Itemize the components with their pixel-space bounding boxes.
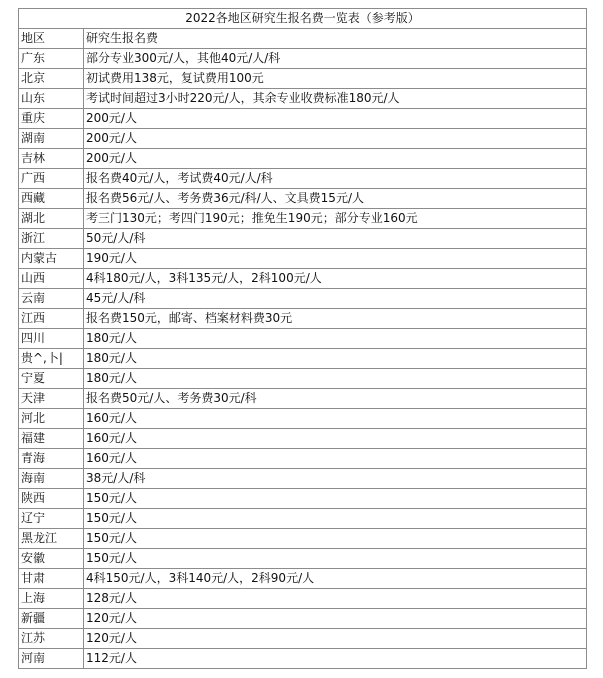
table-row (19, 149, 587, 169)
fee-cell: 200元/人 (84, 129, 587, 149)
table-header-row (19, 29, 587, 49)
fee-cell: 报名费56元/人、考务费36元/科/人、文具费15元/人 (84, 189, 587, 209)
table-row (19, 269, 587, 289)
region-cell: 重庆 (19, 109, 84, 129)
region-cell: 河南 (19, 649, 84, 669)
region-cell: 辽宁 (19, 509, 84, 529)
fee-cell: 190元/人 (84, 249, 587, 269)
fee-cell: 报名费150元，邮寄、档案材料费30元 (84, 309, 587, 329)
fee-cell: 考三门130元；考四门190元；推免生190元；部分专业160元 (84, 209, 587, 229)
table-title: 2022各地区研究生报名费一览表（参考版） (19, 9, 587, 29)
fee-cell: 45元/人/科 (84, 289, 587, 309)
fee-cell: 4科180元/人，3科135元/人，2科100元/人 (84, 269, 587, 289)
region-cell: 甘肃 (19, 569, 84, 589)
region-cell: 四川 (19, 329, 84, 349)
fee-cell: 128元/人 (84, 589, 587, 609)
fee-cell: 150元/人 (84, 529, 587, 549)
table-row (19, 409, 587, 429)
region-cell: 天津 (19, 389, 84, 409)
region-cell: 西藏 (19, 189, 84, 209)
fee-cell: 112元/人 (84, 649, 587, 669)
region-cell: 湖北 (19, 209, 84, 229)
region-cell: 江西 (19, 309, 84, 329)
fee-cell: 180元/人 (84, 329, 587, 349)
fee-cell: 150元/人 (84, 509, 587, 529)
fee-cell: 200元/人 (84, 109, 587, 129)
region-cell: 宁夏 (19, 369, 84, 389)
region-cell: 海南 (19, 469, 84, 489)
header-region: 地区 (19, 29, 84, 49)
region-cell: 北京 (19, 69, 84, 89)
region-cell: 内蒙古 (19, 249, 84, 269)
table-row (19, 129, 587, 149)
table-row (19, 49, 587, 69)
fee-table-container (18, 8, 586, 669)
region-cell: 广西 (19, 169, 84, 189)
header-fee: 研究生报名费 (84, 29, 587, 49)
table-row (19, 209, 587, 229)
table-row (19, 609, 587, 629)
table-row (19, 189, 587, 209)
table-row (19, 449, 587, 469)
fee-cell: 200元/人 (84, 149, 587, 169)
table-row (19, 89, 587, 109)
region-cell: 新疆 (19, 609, 84, 629)
region-cell: 上海 (19, 589, 84, 609)
region-cell: 吉林 (19, 149, 84, 169)
fee-table-body (19, 9, 587, 669)
fee-cell: 150元/人 (84, 549, 587, 569)
table-row (19, 509, 587, 529)
table-row (19, 109, 587, 129)
fee-cell: 报名费50元/人、考务费30元/科 (84, 389, 587, 409)
table-row (19, 469, 587, 489)
table-title-row (19, 9, 587, 29)
region-cell: 青海 (19, 449, 84, 469)
table-row (19, 329, 587, 349)
fee-cell: 50元/人/科 (84, 229, 587, 249)
fee-cell: 150元/人 (84, 489, 587, 509)
table-row (19, 589, 587, 609)
table-row (19, 549, 587, 569)
table-row (19, 69, 587, 89)
table-row (19, 249, 587, 269)
fee-cell: 180元/人 (84, 369, 587, 389)
region-cell: 湖南 (19, 129, 84, 149)
fee-table (18, 8, 587, 669)
region-cell: 山西 (19, 269, 84, 289)
region-cell: 河北 (19, 409, 84, 429)
region-cell: 云南 (19, 289, 84, 309)
table-row (19, 649, 587, 669)
fee-cell: 160元/人 (84, 449, 587, 469)
fee-cell: 4科150元/人，3科140元/人，2科90元/人 (84, 569, 587, 589)
table-row (19, 309, 587, 329)
region-cell: 安徽 (19, 549, 84, 569)
table-row (19, 569, 587, 589)
table-row (19, 369, 587, 389)
region-cell: 黑龙江 (19, 529, 84, 549)
table-row (19, 389, 587, 409)
table-row (19, 629, 587, 649)
table-row (19, 349, 587, 369)
table-row (19, 489, 587, 509)
region-cell: 山东 (19, 89, 84, 109)
fee-cell: 初试费用138元，复试费用100元 (84, 69, 587, 89)
region-cell: 广东 (19, 49, 84, 69)
fee-cell: 部分专业300元/人，其他40元/人/科 (84, 49, 587, 69)
fee-cell: 160元/人 (84, 429, 587, 449)
fee-cell: 120元/人 (84, 609, 587, 629)
table-row (19, 429, 587, 449)
fee-cell: 160元/人 (84, 409, 587, 429)
region-cell: 浙江 (19, 229, 84, 249)
region-cell: 陕西 (19, 489, 84, 509)
fee-cell: 120元/人 (84, 629, 587, 649)
fee-cell: 考试时间超过3小时220元/人，其余专业收费标准180元/人 (84, 89, 587, 109)
table-row (19, 169, 587, 189)
region-cell: 江苏 (19, 629, 84, 649)
region-cell: 贵^,卜| (19, 349, 84, 369)
fee-cell: 180元/人 (84, 349, 587, 369)
region-cell: 福建 (19, 429, 84, 449)
table-row (19, 229, 587, 249)
table-row (19, 289, 587, 309)
table-row (19, 529, 587, 549)
fee-cell: 报名费40元/人，考试费40元/人/科 (84, 169, 587, 189)
fee-cell: 38元/人/科 (84, 469, 587, 489)
